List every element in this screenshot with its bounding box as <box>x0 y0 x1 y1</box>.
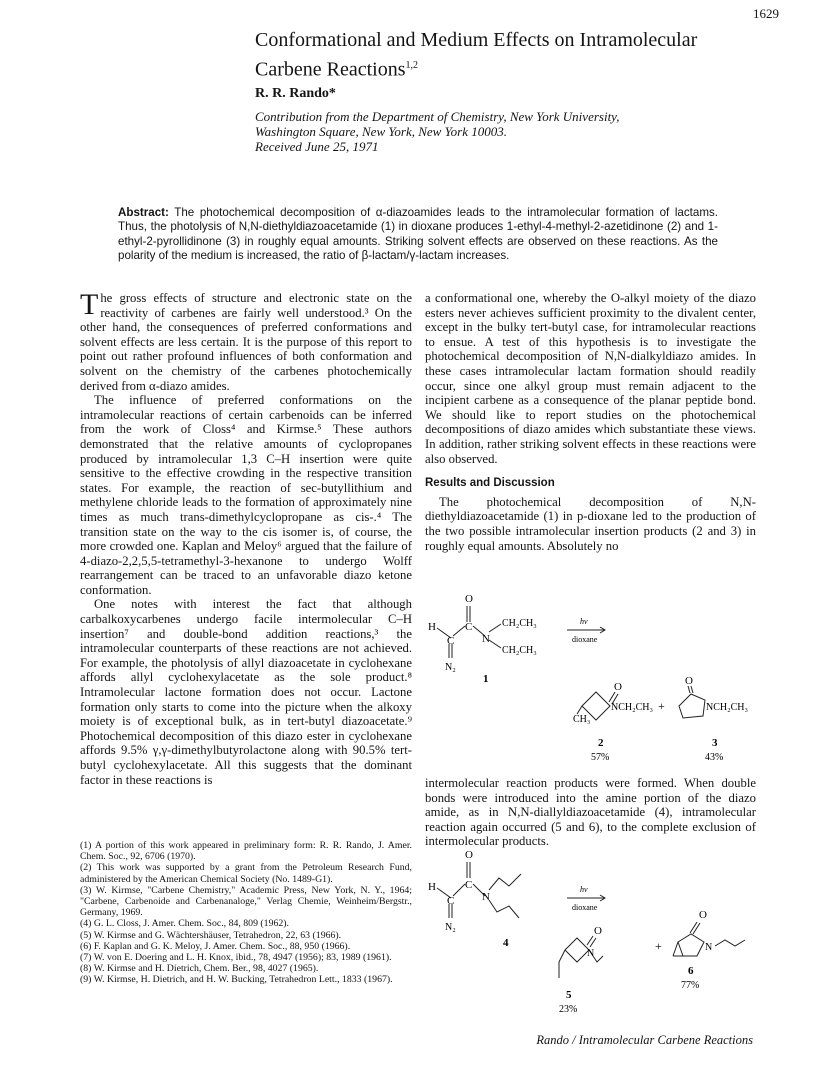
body-paragraph: a conformational one, whereby the O-alkyl moiety of the diazo esters never achieves sufficient proximity to the divalent center, except in the bulky tert-butyl case, for intramolecular reactions to ensue. A test of this hypothesis is to investigate the photochemical decomposition of N,N-dialkyldiazo amides. In these cases intramolecular lactam formation should readily occur, since one alkyl group must remain adjacent to the incipient carbene as a consequence of the planar peptide bond. We should like to report studies on the photochemical decompositions of diazo amides which substantiate these views. In addition, rather striking solvent effects in these reactions were also observed. <box>425 291 756 466</box>
nitrogen-label: N <box>482 633 490 645</box>
body-paragraph: One notes with interest the fact that although carbalkoxycarbenes undergo facile intermolecular C–H insertion⁷ and double-bond addition reactions,³ the intramolecular counterparts of these reactions are not achieved. For example, the photolysis of allyl diazoacetate in cyclohexane affords allyl cyclohexylacetate as the sole product.⁸ Intramolecular lactone formation does not occur. Lactone formation only starts to come into the picture when the alkoxy moiety is of exceptional bulk, as in tert-butyl diazoacetate.⁹ Photochemical decomposition of this diazo ester in cyclohexane affords 9.5% γ,γ-dimethylbutyrolactone along with 90.5% tert-butyl cyclohexylacetate. All this suggests that the dominant factor in these reactions is <box>80 597 412 787</box>
yield-label: 23% <box>559 1004 578 1015</box>
body-paragraph: The influence of preferred conformations on the intramolecular reactions of certain carbenoids can be inferred from the work of Closs⁴ and Kirmse.⁵ These authors demonstrated that the relative amounts of cyclopropanes produced by intramolecular 1,3 C–H insertion were quite sensitive to the effective crowding in the respective transition states. For example, the reaction of sec-butyllithium and methylene chloride leads to the formation of approximately nine times as much trans-dimethylcyclopropane as cis-.⁴ The transition state on the way to the cis isomer is, of course, the more crowded one. Kaplan and Meloy⁶ argued that the failure of 4-diazo-2,2,5,5-tetramethyl-3-hexanone to undergo Wolff rearrangement can be traced to an unfavorable diazo ketone conformation. <box>80 393 412 597</box>
hv-label: hν <box>580 885 588 894</box>
drop-cap: T <box>80 288 99 321</box>
carbon-label: C <box>465 621 473 633</box>
compound-label: 5 <box>566 989 572 1001</box>
carbonyl-oxygen: O <box>594 925 602 937</box>
plus-sign: + <box>658 699 665 713</box>
footnote: (4) G. L. Closs, J. Amer. Chem. Soc., 84, 809 (1962). <box>80 918 289 930</box>
running-footer: Rando / Intramolecular Carbene Reactions <box>536 1033 753 1047</box>
solvent-label: dioxane <box>572 635 598 644</box>
right-column <box>425 291 756 553</box>
yield-label: 57% <box>591 752 610 763</box>
footnote: (2) This work was supported by a grant from the Petroleum Research Fund, administered by the American Chemical Society (No. 1489-G1). <box>80 862 412 885</box>
left-column <box>80 288 412 787</box>
body-paragraph: intermolecular reaction products were formed. When double bonds were introduced into the amine portion of the diazo amide, as in N,N-diallyldiazoacetamide (4), intramolecular reaction again occurred (5 and 6), to the complete exclusion of intermolecular products. <box>425 776 756 849</box>
compound-label: 4 <box>503 937 509 949</box>
compound-label: 6 <box>688 965 694 977</box>
hydrogen-label: H <box>428 881 436 893</box>
article-title <box>255 28 775 83</box>
footnote: (8) W. Kirmse and H. Dietrich, Chem. Ber., 98, 4027 (1965). <box>80 963 319 975</box>
carbon-label: C <box>447 895 455 907</box>
footnote: (9) W. Kirmse, H. Dietrich, and H. W. Bucking, Tetrahedron Lett., 1833 (1967). <box>80 974 393 986</box>
compound-label: 1 <box>483 673 489 685</box>
ethyl-group: CH₂CH₃ <box>502 618 537 629</box>
plus-sign: + <box>655 939 662 953</box>
page-number: 1629 <box>753 6 779 21</box>
nitrogen-label: N <box>482 891 490 903</box>
n-ethyl-group: NCH₂CH₃ <box>706 702 748 713</box>
yield-label: 77% <box>681 980 700 991</box>
affiliation-line: Washington Square, New York, New York 10003. <box>255 124 507 139</box>
paragraph-text: he gross effects of structure and electronic state on the reactivity of carbenes are fairly well understood.³ On the other hand, the consequences of preferred conformations and solvent effects are less certain. It is the purpose of this report to point out rather profound influences of both conformation and solvent on the chemistry of the carbenes photochemically derived from α-diazo amides. <box>80 291 412 393</box>
title-superscript: 1,2 <box>405 60 418 71</box>
abstract <box>118 206 718 263</box>
diazo-group: N₂ <box>445 662 456 673</box>
ethyl-group: CH₂CH₃ <box>502 645 537 656</box>
carbonyl-oxygen: O <box>465 593 473 605</box>
nitrogen-label: N <box>587 948 595 959</box>
carbonyl-oxygen: O <box>685 675 693 687</box>
received-date: Received June 25, 1971 <box>255 139 379 154</box>
hv-label: hν <box>580 617 588 626</box>
carbon-label: C <box>465 879 473 891</box>
footnote: (5) W. Kirmse and G. Wächtershäuser, Tetrahedron, 22, 63 (1966). <box>80 929 342 941</box>
solvent-label: dioxane <box>572 903 598 912</box>
section-heading: Results and Discussion <box>425 477 555 490</box>
carbonyl-oxygen: O <box>465 849 473 861</box>
title-line-1: Conformational and Medium Effects on Intramolecular <box>255 29 698 51</box>
abstract-text: The photochemical decomposition of α-diazoamides leads to the intramolecular formation of lactams. Thus, the photolysis of N,N-diethyldiazoacetamide (1) in dioxane produces 1-ethyl-4-methyl-2-azetidinone (2) and 1-ethyl-2-pyrollidinone (3) in roughly equal amounts. Striking solvent effects are observed on these reactions. As the polarity of the medium is increased, the ratio of β-lactam/γ-lactam increases. <box>118 206 718 262</box>
body-paragraph: The photochemical decomposition of N,N-diethyldiazoacetamide (1) in p-dioxane led to the production of the two possible intramolecular insertion products (2 and 3) in roughly equal amounts. Absolutely no <box>425 494 756 553</box>
carbon-label: C <box>447 635 455 647</box>
n-ethyl-group: NCH₂CH₃ <box>611 702 653 713</box>
nitrogen-label: N <box>705 942 713 953</box>
reaction-scheme-2 <box>425 838 760 1023</box>
footnotes <box>80 840 412 986</box>
footnote: (1) A portion of this work appeared in preliminary form: R. R. Rando, J. Amer. Chem. Soc., 92, 6706 (1970). <box>80 840 412 863</box>
reaction-scheme-1 <box>425 588 760 773</box>
footnote: (3) W. Kirmse, "Carbene Chemistry," Academic Press, New York, N. Y., 1964; "Carbene, Carbenoide and Carbenanaloge," Verlag Chemie, Weinheim/Bergstr., Germany, 1969. <box>80 884 412 919</box>
footnote: (6) F. Kaplan and G. K. Meloy, J. Amer. Chem. Soc., 88, 950 (1966). <box>80 940 351 952</box>
footnote: (7) W. von E. Doering and L. H. Knox, ibid., 78, 4947 (1956); 83, 1989 (1961). <box>80 952 392 964</box>
affiliation <box>255 109 775 154</box>
compound-label: 3 <box>712 737 718 749</box>
compound-label: 2 <box>598 737 604 749</box>
yield-label: 43% <box>705 752 724 763</box>
carbonyl-oxygen: O <box>699 909 707 921</box>
hydrogen-label: H <box>428 621 436 633</box>
abstract-label: Abstract: <box>118 206 169 219</box>
author-name: R. R. Rando* <box>255 86 336 101</box>
affiliation-line: Contribution from the Department of Chemistry, New York University, <box>255 109 620 124</box>
body-paragraph <box>80 288 412 393</box>
methyl-group: CH₃ <box>573 714 591 725</box>
diazo-group: N₂ <box>445 922 456 933</box>
carbonyl-oxygen: O <box>614 681 622 693</box>
title-line-2: Carbene Reactions <box>255 58 406 81</box>
